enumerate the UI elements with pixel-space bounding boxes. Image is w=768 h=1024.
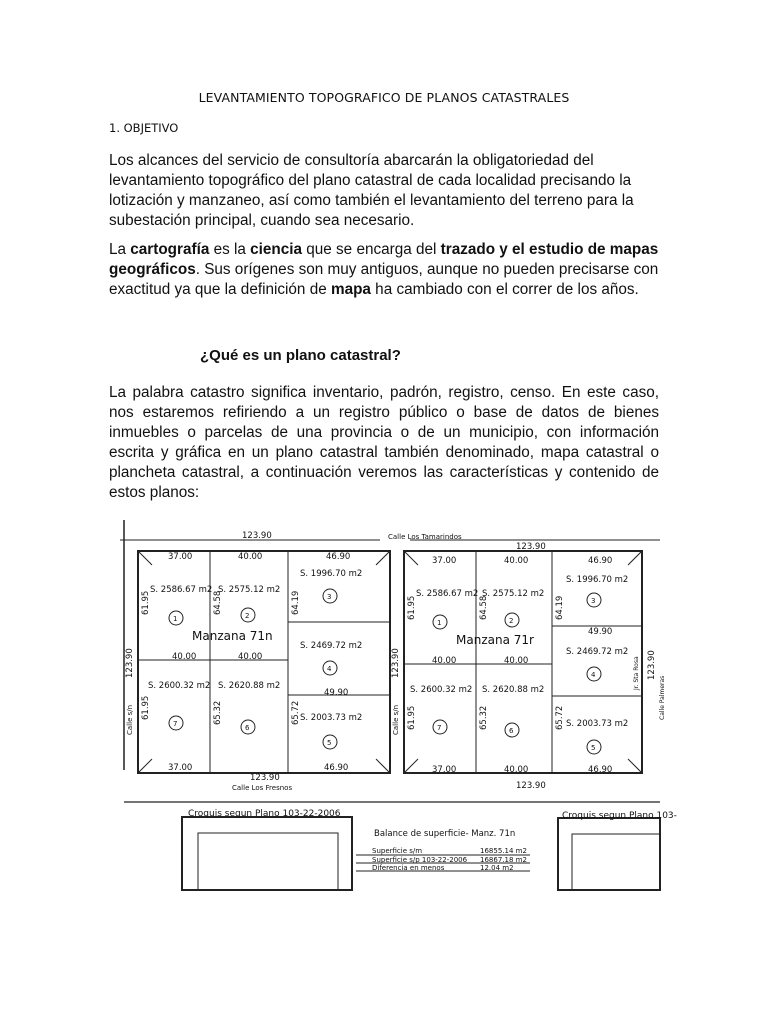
croquis-right-label: Croquis segun Plano 103- — [562, 811, 677, 821]
bold-term: mapa — [330, 281, 371, 298]
section-heading: 1. OBJETIVO — [109, 121, 179, 135]
text-run: es la — [209, 241, 251, 258]
balance-row-label: Diferencia en menos — [372, 864, 445, 872]
dim-label: 61.95 — [407, 595, 417, 620]
block-label-left: Manzana 71n — [192, 629, 273, 643]
top-total-label-right: 123.90 — [516, 542, 546, 552]
dim-label: 40.00 — [238, 552, 263, 562]
balance-row-value: 12.04 m2 — [480, 864, 514, 872]
dim-label: 40.00 — [172, 652, 197, 662]
paragraph-catastro: La palabra catastro significa inventario, padrón, registro, censo. En este caso, nos estaremos refiriendo a un registro público o base de datos de bienes inmuebles o parcelas de una provincia o de un municipio, con información escrita y gráfica en un plano catastral también denominado, mapa catastral o plancheta catastral, a continuación veremos las características y contenido de estos planos: — [109, 384, 659, 501]
lot-number: 5 — [591, 744, 596, 752]
text-run: ha cambiado con el correr de los años. — [370, 281, 639, 298]
lot-area-label: S. 1996.70 m2 — [300, 569, 363, 579]
dim-label: 46.90 — [324, 763, 349, 773]
lot-area-label: S. 1996.70 m2 — [566, 575, 629, 585]
lot-number: 1 — [173, 615, 178, 623]
lot-number: 7 — [437, 724, 442, 732]
bold-term: cartografía — [130, 241, 210, 258]
dim-label: 46.90 — [588, 765, 613, 775]
lot-area-label: S. 2469.72 m2 — [566, 647, 629, 657]
lot-number: 5 — [327, 739, 332, 747]
croquis-left-label: Croquis segun Plano 103-22-2006 — [188, 809, 341, 819]
lot-area-label: S. 2586.67 m2 — [150, 585, 213, 595]
lot-area-label: S. 2469.72 m2 — [300, 641, 363, 651]
lot-area-label: S. 2575.12 m2 — [218, 585, 281, 595]
street-right-label: Jr. Sta Rosa — [633, 656, 640, 690]
lot-area-label: S. 2003.73 m2 — [300, 713, 363, 723]
bottom-total-label-left: 123.90 — [250, 773, 280, 783]
bold-term: ciencia — [250, 241, 303, 258]
lot-number: 1 — [437, 619, 442, 627]
bold-term: trazado y el estudio de mapas geográficos — [109, 241, 659, 278]
lot-area-label: S. 2620.88 m2 — [218, 681, 281, 691]
dim-label: 37.00 — [168, 552, 193, 562]
lot-number: 6 — [245, 724, 250, 732]
dim-label: 61.95 — [141, 695, 151, 720]
dim-label: 123.90 — [647, 650, 657, 680]
text-run: La — [109, 241, 131, 258]
text-run: . Sus orígenes son muy antiguos, aunque no pueden precisarse con exactitud ya que la definición de — [109, 261, 659, 298]
lot-number: 3 — [591, 597, 596, 605]
dim-label: 61.95 — [407, 705, 417, 730]
dim-label: 40.00 — [504, 656, 529, 666]
lot-number: 6 — [509, 727, 514, 735]
dim-label: 64.19 — [555, 595, 565, 620]
dim-label: 61.95 — [141, 590, 151, 615]
subheading-plano-catastral: ¿Qué es un plano catastral? — [200, 347, 401, 364]
dim-label: 37.00 — [432, 765, 457, 775]
dim-label: 37.00 — [432, 556, 457, 566]
lot-area-label: S. 2620.88 m2 — [482, 685, 545, 695]
lot-number: 2 — [509, 617, 514, 625]
dim-label: 49.90 — [588, 627, 613, 637]
paragraph-objective: Los alcances del servicio de consultoría abarcarán la obligatoriedad del levantamiento topográfico del plano catastral de cada localidad precisando la lotización y manzaneo, así como también el levantamiento del terreno para la subestación principal, cuando sea necesario. — [109, 152, 634, 229]
dim-label: 40.00 — [432, 656, 457, 666]
lot-number: 4 — [327, 665, 332, 673]
balance-row-label: Superficie s/m — [372, 847, 423, 855]
lot-number: 4 — [591, 671, 596, 679]
dim-label: 65.72 — [291, 700, 301, 725]
dim-label: 46.90 — [588, 556, 613, 566]
street-bottom-label: Calle Los Fresnos — [232, 784, 293, 792]
street-right-label: Calle Palmeras — [659, 675, 666, 720]
balance-title: Balance de superficie- Manz. 71n — [374, 829, 516, 839]
cadastral-plan-drawing — [120, 520, 677, 890]
lot-number: 2 — [245, 612, 250, 620]
dim-label: 123.90 — [391, 648, 401, 678]
bottom-total-label-right: 123.90 — [516, 781, 546, 791]
dim-label: 65.32 — [479, 705, 489, 730]
text-run: que se encarga del — [302, 241, 441, 258]
lot-area-label: S. 2586.67 m2 — [416, 589, 479, 599]
lot-area-label: S. 2575.12 m2 — [482, 589, 545, 599]
street-left-label: Calle s/n — [392, 704, 400, 735]
dim-label: 65.32 — [213, 700, 223, 725]
lot-number: 3 — [327, 593, 332, 601]
dim-label: 46.90 — [326, 552, 351, 562]
lot-number: 7 — [173, 720, 178, 728]
document-title: LEVANTAMIENTO TOPOGRAFICO DE PLANOS CATASTRALES — [198, 90, 570, 105]
dim-label: 64.19 — [291, 590, 301, 615]
balance-row-label: Superficie s/p 103-22-2006 — [372, 856, 468, 864]
dim-label: 49.90 — [324, 688, 349, 698]
dim-label: 40.00 — [504, 556, 529, 566]
dim-label: 65.72 — [555, 705, 565, 730]
dim-label: 40.00 — [504, 765, 529, 775]
top-total-label-left: 123.90 — [242, 531, 272, 541]
balance-row-value: 16855.14 m2 — [480, 847, 527, 855]
street-left-label: Calle s/n — [126, 704, 134, 735]
street-top-label: Calle Los Tamarindos — [388, 533, 462, 541]
dim-label: 37.00 — [168, 763, 193, 773]
lot-area-label: S. 2003.73 m2 — [566, 719, 629, 729]
dim-label: 123.90 — [125, 648, 135, 678]
balance-row-value: 16867.18 m2 — [480, 856, 527, 864]
paragraph-cartography — [109, 240, 659, 300]
dim-label: 40.00 — [238, 652, 263, 662]
dim-label: 64.58 — [213, 590, 223, 615]
cadastral-plan-figure — [120, 520, 677, 890]
block-label-right: Manzana 71r — [456, 633, 534, 647]
dim-label: 64.58 — [479, 595, 489, 620]
lot-area-label: S. 2600.32 m2 — [410, 685, 473, 695]
lot-area-label: S. 2600.32 m2 — [148, 681, 211, 691]
